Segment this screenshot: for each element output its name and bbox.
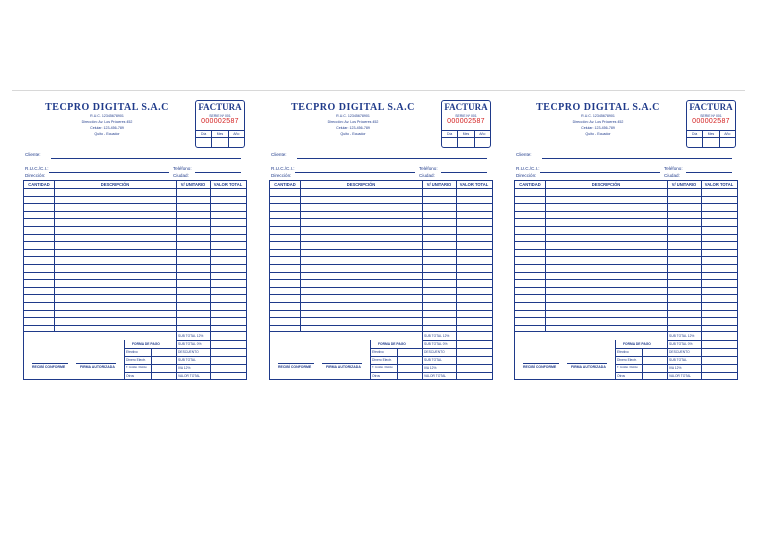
col-header-v-unitario: V/ UNITARIO	[671, 182, 697, 187]
date-month-label: Mes	[458, 131, 473, 138]
invoice-number: 000002587	[692, 118, 730, 125]
pago-dinero-electronico: Dinero Electr.	[372, 358, 392, 362]
recibi-conforme-label: RECIBÍ CONFORME	[32, 365, 66, 369]
date-boxes	[442, 130, 490, 147]
payment-row-line	[124, 372, 176, 373]
firma-autorizada-label: FIRMA AUTORIZADA	[80, 365, 115, 369]
table-row-line	[515, 249, 737, 250]
subtotal-0-label: SUB TOTAL 0%	[424, 342, 448, 346]
recibi-signature-line[interactable]	[32, 363, 68, 364]
pago-efectivo: Efectivo	[126, 350, 138, 354]
totals-row-line	[176, 356, 246, 357]
date-month-label: Mes	[212, 131, 227, 138]
direccion-label: Dirección:	[271, 173, 292, 178]
company-address: Dirección: Av. Los Próceres 452	[572, 120, 624, 124]
table-row-line	[515, 294, 737, 295]
valor-total-label: VALOR TOTAL	[424, 374, 447, 378]
invoice-form	[269, 100, 493, 385]
payment-row-line	[370, 364, 422, 365]
subtotal-12-label: SUB TOTAL 12%	[424, 334, 450, 338]
document-title: FACTURA	[689, 102, 733, 112]
col-header-cantidad: CANTIDAD	[519, 182, 541, 187]
totals-row-line	[422, 356, 492, 357]
table-row-line	[270, 294, 492, 295]
invoice-footer	[514, 332, 738, 380]
invoice-form	[23, 100, 247, 385]
payment-divider	[124, 340, 125, 380]
totals-row-line	[422, 340, 492, 341]
subtotal-0-label: SUB TOTAL 0%	[669, 342, 693, 346]
forma-pago-label: FORMA DE PAGO	[132, 342, 160, 346]
telefono-field[interactable]	[441, 172, 487, 173]
payment-row-line	[615, 356, 667, 357]
col-header-valor-total: VALOR TOTAL	[704, 182, 734, 187]
ruc-ci-label: R.U.C./C.I.:	[516, 166, 540, 171]
ruc-ci-label: R.U.C./C.I.:	[271, 166, 295, 171]
table-row-line	[515, 256, 737, 257]
col-header-descripcion: DESCRIPCIÓN	[100, 182, 130, 187]
company-city: Quito - Ecuador	[340, 132, 366, 136]
items-table	[514, 180, 738, 332]
firma-signature-line[interactable]	[567, 363, 607, 364]
table-row-line	[24, 188, 246, 189]
company-city: Quito - Ecuador	[585, 132, 611, 136]
ruc-ci-label: R.U.C./C.I.:	[25, 166, 49, 171]
firma-autorizada-label: FIRMA AUTORIZADA	[571, 365, 606, 369]
document-title: FACTURA	[444, 102, 488, 112]
telefono-label: Teléfono:	[419, 166, 438, 171]
totals-row-line	[667, 364, 737, 365]
table-row-line	[270, 196, 492, 197]
totals-row-line	[422, 348, 492, 349]
company-address: Dirección: Av. Los Próceres 452	[327, 120, 379, 124]
col-header-v-unitario: V/ UNITARIO	[180, 182, 206, 187]
company-phone: Celular: 123-456-789	[90, 126, 124, 130]
table-row-line	[24, 196, 246, 197]
payment-row-line	[370, 356, 422, 357]
iva-label: IVA 12%	[669, 366, 682, 370]
date-month-label: Mes	[703, 131, 718, 138]
table-row-line	[24, 218, 246, 219]
ciudad-label: Ciudad:	[173, 173, 189, 178]
table-row-line	[515, 196, 737, 197]
table-row-line	[515, 211, 737, 212]
company-ruc: R.U.C. 12345678901	[90, 114, 124, 118]
date-month[interactable]	[212, 131, 228, 147]
company-ruc: R.U.C. 12345678901	[336, 114, 370, 118]
date-day[interactable]	[687, 131, 703, 147]
items-table	[269, 180, 493, 332]
table-row-line	[24, 325, 246, 326]
telefono-field[interactable]	[686, 172, 732, 173]
invoice-serie: SERIE Nº 001	[209, 114, 231, 118]
col-header-v-unitario: V/ UNITARIO	[426, 182, 452, 187]
valor-total-label: VALOR TOTAL	[178, 374, 201, 378]
col-header-valor-total: VALOR TOTAL	[459, 182, 489, 187]
invoice-footer	[269, 332, 493, 380]
telefono-field[interactable]	[195, 172, 241, 173]
table-row-line	[515, 203, 737, 204]
subtotal-0-label: SUB TOTAL 0%	[178, 342, 202, 346]
date-year[interactable]	[475, 131, 490, 147]
table-row-line	[24, 302, 246, 303]
date-boxes	[687, 130, 735, 147]
page-divider	[12, 90, 745, 91]
col-header-descripcion: DESCRIPCIÓN	[591, 182, 621, 187]
table-row-line	[24, 211, 246, 212]
totals-row-line	[176, 340, 246, 341]
document-title: FACTURA	[198, 102, 242, 112]
date-day[interactable]	[442, 131, 458, 147]
ciudad-label: Ciudad:	[664, 173, 680, 178]
date-boxes	[196, 130, 244, 147]
table-row-line	[270, 272, 492, 273]
invoice-serie: SERIE Nº 001	[700, 114, 722, 118]
payment-row-line	[370, 372, 422, 373]
col-header-valor-total: VALOR TOTAL	[213, 182, 243, 187]
ruc-ci-field[interactable]	[540, 172, 660, 173]
date-day-label: Día	[442, 131, 457, 138]
table-row-line	[270, 279, 492, 280]
descuento-label: DESCUENTO	[178, 350, 199, 354]
table-row-line	[24, 294, 246, 295]
table-row-line	[270, 317, 492, 318]
table-row-line	[515, 302, 737, 303]
direccion-label: Dirección:	[25, 173, 46, 178]
payment-row-line	[615, 364, 667, 365]
table-row-line	[515, 310, 737, 311]
table-row-line	[24, 287, 246, 288]
table-row-line	[270, 203, 492, 204]
company-phone: Celular: 123-456-789	[581, 126, 615, 130]
subtotal-label: SUB TOTAL	[669, 358, 687, 362]
table-row-line	[515, 264, 737, 265]
ruc-ci-field[interactable]	[49, 172, 169, 173]
items-table	[23, 180, 247, 332]
client-label: Cliente:	[25, 152, 41, 157]
recibi-signature-line[interactable]	[278, 363, 314, 364]
telefono-label: Teléfono:	[173, 166, 192, 171]
table-row-line	[24, 226, 246, 227]
company-address: Dirección: Av. Los Próceres 452	[81, 120, 133, 124]
table-row-line	[24, 256, 246, 257]
table-row-line	[270, 287, 492, 288]
table-row-line	[270, 310, 492, 311]
firma-signature-line[interactable]	[76, 363, 116, 364]
invoice-footer	[23, 332, 247, 380]
col-header-cantidad: CANTIDAD	[28, 182, 50, 187]
table-row-line	[24, 279, 246, 280]
firma-autorizada-label: FIRMA AUTORIZADA	[326, 365, 361, 369]
pago-otros: Otros	[126, 374, 135, 378]
date-year-label: Año	[229, 131, 244, 138]
pago-dinero-electronico: Dinero Electr.	[126, 358, 146, 362]
table-row-line	[270, 218, 492, 219]
date-day-label: Día	[687, 131, 702, 138]
client-label: Cliente:	[271, 152, 287, 157]
forma-pago-label: FORMA DE PAGO	[623, 342, 651, 346]
payment-row-line	[615, 372, 667, 373]
pago-tarjeta: T. Crédito / Débito	[126, 366, 147, 369]
descuento-label: DESCUENTO	[424, 350, 445, 354]
totals-row-line	[176, 364, 246, 365]
totals-row-line	[667, 372, 737, 373]
recibi-conforme-label: RECIBÍ CONFORME	[278, 365, 312, 369]
table-row-line	[24, 317, 246, 318]
payment-divider	[370, 340, 371, 380]
invoice-serie: SERIE Nº 001	[455, 114, 477, 118]
direccion-label: Dirección:	[516, 173, 537, 178]
company-city: Quito - Ecuador	[94, 132, 120, 136]
table-row-line	[270, 226, 492, 227]
pago-otros: Otros	[617, 374, 626, 378]
date-year[interactable]	[720, 131, 735, 147]
date-month[interactable]	[703, 131, 719, 147]
invoice-number-box	[195, 100, 245, 148]
table-row-line	[515, 287, 737, 288]
payment-row-line	[615, 348, 667, 349]
table-row-line	[24, 234, 246, 235]
company-phone: Celular: 123-456-789	[336, 126, 370, 130]
totals-row-line	[176, 372, 246, 373]
company-name: TECPRO DIGITAL S.A.C	[45, 102, 169, 113]
table-row-line	[270, 256, 492, 257]
table-row-line	[270, 249, 492, 250]
date-year-label: Año	[475, 131, 490, 138]
client-field[interactable]	[51, 158, 241, 159]
invoice-number-box	[441, 100, 491, 148]
payment-divider	[615, 340, 616, 380]
invoice-form	[514, 100, 738, 385]
table-row-line	[270, 241, 492, 242]
table-row-line	[270, 234, 492, 235]
pago-tarjeta: T. Crédito / Débito	[372, 366, 393, 369]
firma-signature-line[interactable]	[322, 363, 362, 364]
table-row-line	[24, 272, 246, 273]
pago-dinero-electronico: Dinero Electr.	[617, 358, 637, 362]
valor-total-label: VALOR TOTAL	[669, 374, 692, 378]
company-name: TECPRO DIGITAL S.A.C	[536, 102, 660, 113]
table-row-line	[515, 234, 737, 235]
totals-row-line	[422, 364, 492, 365]
table-row-line	[270, 188, 492, 189]
totals-row-line	[667, 340, 737, 341]
subtotal-label: SUB TOTAL	[424, 358, 442, 362]
subtotal-label: SUB TOTAL	[178, 358, 196, 362]
descuento-label: DESCUENTO	[669, 350, 690, 354]
table-row-line	[24, 241, 246, 242]
invoice-number-box	[686, 100, 736, 148]
invoice-number: 000002587	[201, 118, 239, 125]
iva-label: IVA 12%	[424, 366, 437, 370]
table-row-line	[270, 211, 492, 212]
table-row-line	[515, 325, 737, 326]
date-year[interactable]	[229, 131, 244, 147]
table-row-line	[515, 279, 737, 280]
recibi-signature-line[interactable]	[523, 363, 559, 364]
pago-efectivo: Efectivo	[372, 350, 384, 354]
table-row-line	[515, 241, 737, 242]
table-row-line	[515, 272, 737, 273]
table-row-line	[270, 264, 492, 265]
payment-row-line	[124, 364, 176, 365]
col-header-descripcion: DESCRIPCIÓN	[346, 182, 376, 187]
company-name: TECPRO DIGITAL S.A.C	[291, 102, 415, 113]
client-field[interactable]	[297, 158, 487, 159]
client-field[interactable]	[542, 158, 732, 159]
telefono-label: Teléfono:	[664, 166, 683, 171]
subtotal-12-label: SUB TOTAL 12%	[669, 334, 695, 338]
totals-row-line	[176, 348, 246, 349]
date-month[interactable]	[458, 131, 474, 147]
subtotal-12-label: SUB TOTAL 12%	[178, 334, 204, 338]
pago-otros: Otros	[372, 374, 381, 378]
date-year-label: Año	[720, 131, 735, 138]
ciudad-label: Ciudad:	[419, 173, 435, 178]
table-row-line	[270, 325, 492, 326]
date-day[interactable]	[196, 131, 212, 147]
table-row-line	[24, 310, 246, 311]
payment-row-line	[124, 356, 176, 357]
pago-tarjeta: T. Crédito / Débito	[617, 366, 638, 369]
payment-row-line	[370, 348, 422, 349]
table-row-line	[24, 203, 246, 204]
company-ruc: R.U.C. 12345678901	[581, 114, 615, 118]
totals-row-line	[422, 372, 492, 373]
ruc-ci-field[interactable]	[295, 172, 415, 173]
pago-efectivo: Efectivo	[617, 350, 629, 354]
table-row-line	[270, 302, 492, 303]
forma-pago-label: FORMA DE PAGO	[378, 342, 406, 346]
totals-row-line	[667, 356, 737, 357]
totals-row-line	[667, 348, 737, 349]
invoice-number: 000002587	[447, 118, 485, 125]
recibi-conforme-label: RECIBÍ CONFORME	[523, 365, 557, 369]
table-row-line	[24, 249, 246, 250]
iva-label: IVA 12%	[178, 366, 191, 370]
table-row-line	[515, 226, 737, 227]
client-label: Cliente:	[516, 152, 532, 157]
table-row-line	[515, 317, 737, 318]
payment-row-line	[124, 348, 176, 349]
table-row-line	[515, 188, 737, 189]
col-header-cantidad: CANTIDAD	[274, 182, 296, 187]
date-day-label: Día	[196, 131, 211, 138]
table-row-line	[24, 264, 246, 265]
table-row-line	[515, 218, 737, 219]
